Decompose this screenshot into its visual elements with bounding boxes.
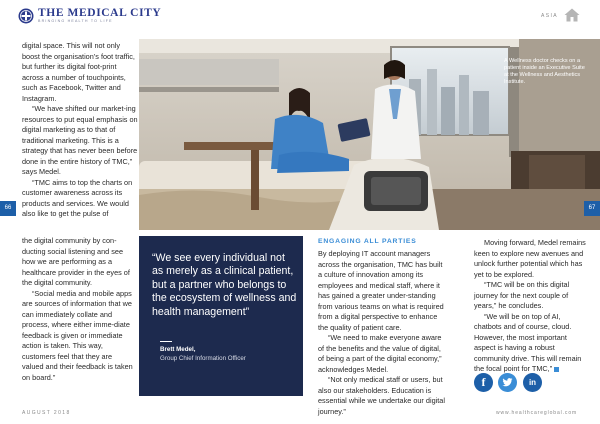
linkedin-icon[interactable]: in: [523, 373, 542, 392]
left-column-upper: [22, 41, 139, 220]
logo-tagline: BRINGING HEALTH TO LIFE: [38, 19, 113, 23]
home-icon[interactable]: [564, 8, 580, 22]
paragraph: the digital community by con-ducting social listening and see how we are performing as a healthcare provider in the eyes of the digital community.: [22, 236, 130, 287]
section-label: ASIA: [541, 13, 558, 19]
left-column-lower: [22, 236, 134, 383]
footer-website[interactable]: www.healthcareglobal.com: [496, 410, 578, 416]
quote-attribution-name: Brett Medel,: [160, 346, 196, 353]
paragraph: “TMC aims to top the charts on customer awareness across its products and services. We would also like to get the pulse of: [22, 177, 133, 218]
twitter-icon[interactable]: [498, 373, 517, 392]
section-subheading: ENGAGING ALL PARTIES: [318, 238, 417, 245]
paragraph: “TMC will be on this digital journey for the next couple of years,” he concludes.: [474, 280, 570, 310]
paragraph: “We need to make everyone aware of the benefits and the value of digital, of being a part of the digital economy,” acknowledges Medel.: [318, 333, 442, 374]
quote-attribution-role: Group Chief Information Officer: [160, 355, 246, 362]
paragraph-text: “We will be on top of AI, chatbots and of course, cloud. However, the most important aspect is having a robust community drive. This will remain the focal point for TMC,”: [474, 311, 582, 373]
pull-quote-text: “We see every individual not as merely as a clinical patient, but a partner who belongs to the ecosystem of wellness and health management”: [152, 252, 297, 318]
medical-city-logo-icon: [18, 8, 34, 24]
paragraph: “We have shifted our market-ing resources to put equal emphasis on digital marketing as to that of traditional marketing. This is a strategy that has never been before done in the entire history of TMC,” says Medel.: [22, 104, 138, 176]
page-header: [0, 0, 600, 30]
end-of-article-icon: [554, 367, 559, 372]
page-number-left: 66: [0, 201, 16, 216]
twitter-bird-icon: [498, 373, 517, 392]
paragraph: “Social media and mobile apps are sources of information that we can immediately collate and process, where either imme-diate feedback is given or immediate action is taken. This way, customers feel that they are valued and their feedback is taken on board.”: [22, 288, 133, 382]
hero-photo: [139, 39, 600, 230]
paragraph: By deploying IT account managers across the organisation, TMC has built a culture of innovation among its employees and medical staff, where it has gained a greater under-standing from various teams on what is required from a digital perspective to enhance the quality of patient care.: [318, 249, 444, 332]
paragraph-final: [474, 312, 586, 375]
facebook-icon[interactable]: f: [474, 373, 493, 392]
quote-divider: [160, 341, 172, 342]
right-column: [474, 238, 586, 375]
page-number-right: 67: [584, 201, 600, 216]
footer-issue-date: AUGUST 2018: [22, 410, 71, 416]
photo-caption: A Wellness doctor checks on a patient inside an Executive Suite at the Wellness and Aesthetics Institute.: [504, 58, 585, 85]
paragraph: digital space. This will not only boost the organisation’s foot traffic, but further its digital foot-print across a number of touchpoints, such as Facebook, Twitter and Instagram.: [22, 41, 135, 103]
paragraph: Moving forward, Medel remains keen to explore new avenues and unlock further potential which has yet to be explored.: [474, 238, 586, 279]
middle-column: [318, 249, 448, 417]
logo-text: THE MEDICAL CITY: [38, 7, 162, 19]
paragraph: “Not only medical staff or users, but also our stakeholders. Education is essential while we undertake our digital journey.”: [318, 375, 445, 416]
